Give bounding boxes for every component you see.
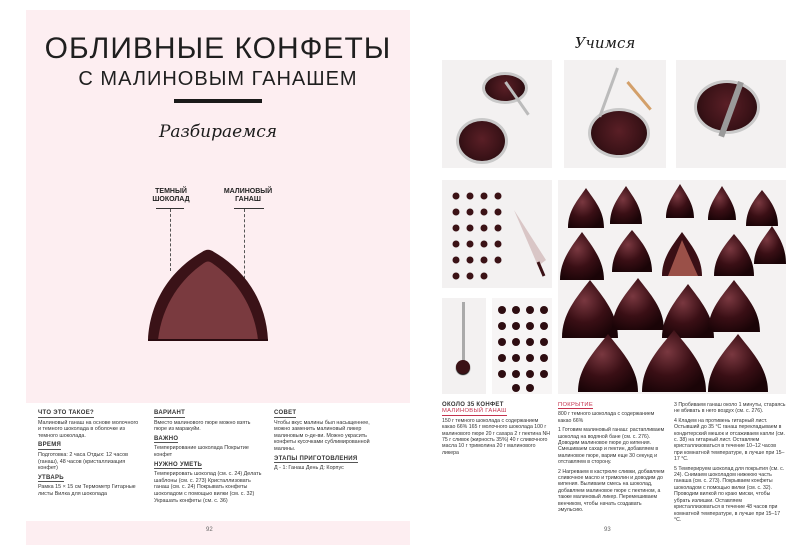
time-heading: ВРЕМЯ: [38, 442, 62, 449]
tip-text: Чтобы вкус малины был насыщеннее, можно заменить малиновый ликер малиновым о-де-ви. Можно украсить конфеты кусочками сублимированной малины.: [274, 419, 370, 452]
tip-heading: СОВЕТ: [274, 410, 297, 416]
fork-icon: [462, 302, 465, 362]
important-text: Темперирование шоколада Покрытие конфет: [154, 445, 249, 458]
stages-heading: ЭТАПЫ ПРИГОТОВЛЕНИЯ: [274, 455, 358, 462]
spatula-icon: [626, 81, 651, 111]
stages-text: Д - 1: Ганаш День Д: Корпус: [274, 465, 344, 472]
skills-text: Темперировать шоколад (см. с. 24) Делать шаблоны (см. с. 273) Кристаллизовать ганаш (см. с. 24) Покрывать конфеты шоколадом с помощью вилки (см. с. 32) Украшать конфеты (см. с. 36): [154, 471, 262, 504]
bonbon-cross-section-diagram: [144, 246, 272, 342]
variant-text: Вместо малинового пюре можно взять пюре из маракуйи.: [154, 419, 251, 433]
page-title: ОБЛИВНЫЕ КОНФЕТЫ: [44, 32, 392, 65]
time-text: Подготовка: 2 часа Отдых: 12 часов (ганаш), 48 часов (кристаллизация конфет): [38, 451, 128, 472]
what-heading: ЧТО ЭТО ТАКОЕ?: [38, 410, 94, 416]
bowl-icon: [482, 72, 528, 104]
step-2: 2 Нагреваем в кастрюле сливки, добавляем сливочное масло и тримолин и доводим до кипения. Выливаем смесь на шоколад, добавляем малиновое пюре с пектином, а также малиновый ликер. Перемешиваем венчиком, чтобы начать создавать эмульсию.: [558, 468, 665, 514]
info-column-3: [274, 407, 384, 472]
bowl-icon: [456, 118, 508, 164]
diagram-label-ganache: МАЛИНОВЫЙ ГАНАШ: [223, 188, 273, 203]
step-1: 1 Готовим малиновый ганаш: растапливаем шоколад на водяной бане (см. с. 276). Доводим малиновое пюре до кипения. Смешиваем сахар и пектин, добавляем в малиновое пюре, варим еще 30 секунд и отставляем в сторону.: [558, 427, 665, 466]
section-heading-learning: Учимся: [574, 34, 636, 52]
page-number-right: 93: [604, 527, 611, 533]
tools-heading: УТВАРЬ: [38, 474, 64, 481]
yield-heading: ОКОЛО 35 КОНФЕТ: [442, 402, 504, 408]
recipe-ingredients-column: [442, 402, 552, 456]
what-text: Малиновый ганаш на основе молочного и темного шоколада в оболочке из темного шоколада.: [38, 419, 139, 439]
step-5: 5 Темперируем шоколад для покрытия (см. с. 24). Снимаем шоколадом нижнюю часть ганаша (см. с. 273). Покрываем конфеты шоколадом с помощью вилки (см. с. 32). Проводим вилкой по краю миски, чтобы убрать излишки. Оставляем кристаллизоваться в течение 48 часов при комнатной температуре, в лучше при 15–17 °С.: [674, 465, 785, 523]
page-subtitle: С МАЛИНОВЫМ ГАНАШЕМ: [78, 68, 358, 90]
finished-bonbons-illustration: [558, 180, 786, 394]
important-heading: ВАЖНО: [154, 435, 179, 442]
title-divider: [174, 99, 262, 103]
step-4: 4 Кладем на противень гитарный лист. Остывший до 35 °С ганаш перекладываем в кондитерский мешок и отсаживаем капли (см. с. 38) на гитарный лист. Оставляем кристаллизоваться в течение 10–12 часов при комнатной температуре, в лучше при 15–17 °С.: [674, 417, 785, 463]
skills-heading: НУЖНО УМЕТЬ: [154, 461, 203, 468]
coating-text: 800 г темного шоколада с содержанием какао 66%: [558, 411, 655, 424]
ganache-heading: МАЛИНОВЫЙ ГАНАШ: [442, 408, 507, 415]
photo-finished-bonbons: [558, 180, 786, 394]
coated-drops-pattern: [492, 298, 552, 394]
section-heading-understanding: Разбираемся: [158, 122, 278, 142]
label-underline: [234, 208, 264, 209]
photo-piped-drops: [442, 180, 552, 288]
ganache-ingredients: 150 г темного шоколада с содержанием какао 66% 165 г молочного шоколада 100 г малинового пюре 20 г сахара 2 г пектина NH 75 г сливок (жирность 35%) 40 г сливочного масла 10 г тримолина 20 г малинового ликера: [442, 417, 551, 456]
info-panel: [26, 403, 410, 521]
step-3: 3 Пробиваем ганаш около 1 минуты, стараясь не вбивать в него воздух (см. с. 276).: [674, 402, 786, 415]
photo-step-blending: [676, 60, 786, 168]
recipe-steps-column-1: [558, 402, 666, 514]
diagram-label-dark-chocolate: ТЕМНЫЙ ШОКОЛАД: [152, 188, 190, 203]
photo-step-mixing: [564, 60, 666, 168]
variant-heading: ВАРИАНТ: [154, 410, 186, 416]
photo-step-melting: [442, 60, 552, 168]
info-column-2: [154, 407, 262, 504]
page-number-left: 92: [206, 527, 213, 533]
photo-dipping-fork: [442, 298, 486, 394]
bonbon-icon: [456, 360, 470, 374]
recipe-steps-column-2: [674, 402, 786, 523]
left-page: [26, 10, 410, 545]
piped-drops-pattern: [442, 180, 552, 288]
right-page: [422, 10, 788, 545]
info-column-1: [38, 407, 140, 498]
tools-text: Рамка 15 × 15 см Термометр Гитарные листы Вилка для шоколада: [38, 484, 136, 497]
photo-coated-drops: [492, 298, 552, 394]
coating-heading: ПОКРЫТИЕ: [558, 402, 594, 408]
